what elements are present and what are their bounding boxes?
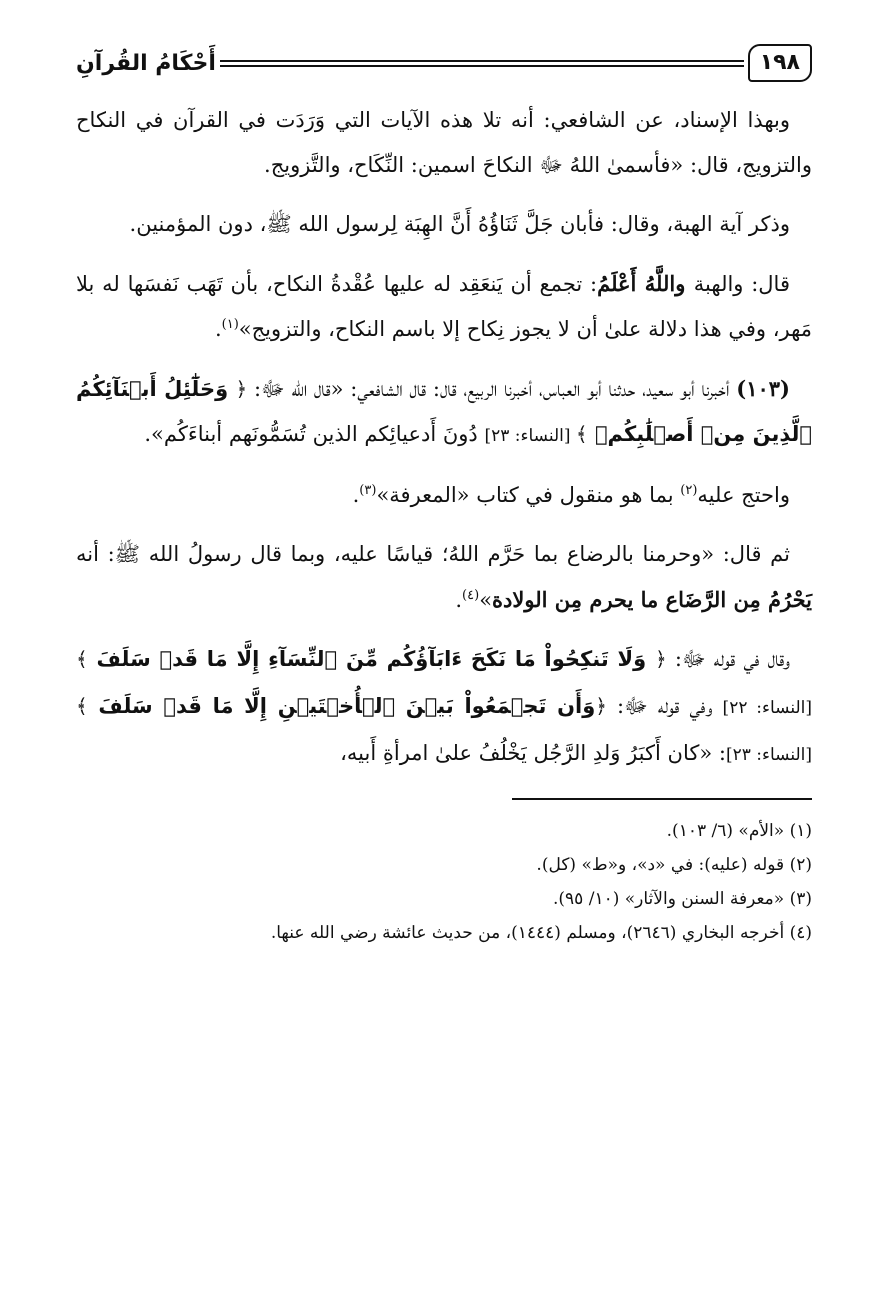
paragraph-3 <box>76 261 812 352</box>
paragraph-text: . <box>214 317 222 341</box>
main-text <box>76 98 812 778</box>
footnote-2: (٢) قوله (عليه): في «د»، و«ط» (كل). <box>536 855 812 875</box>
paragraph-text: : «كان أَكبَرُ وَلدِ الرَّجُل يَخْلُفُ علىٰ امرأةِ أَبيه، <box>340 741 726 765</box>
paragraph-text: . <box>352 483 360 507</box>
verse-reference: [النساء: ٢٣] <box>725 745 812 765</box>
verse-open-bracket: ﴿ <box>595 694 607 718</box>
hadith-text: يَحْرُمُ مِن الرَّضَاع ما يحرم مِن الولادة <box>492 587 812 612</box>
paragraph-text: أخبرنا أبو سعيد، حدثنا أبو العباس، أخبرنا الربيع، قال: قال الشافعي: «قال الله ﷻ: <box>247 377 737 401</box>
paragraph-4 <box>76 366 812 459</box>
verse-close-bracket: ﴾ <box>76 694 88 718</box>
paragraph-6 <box>76 532 812 623</box>
paragraph-text: دُونَ أَدعيائِكم الذين تُسَمُّونَهم أبناءَكُم». <box>144 422 485 446</box>
footnote-1: (١) «الأم» (٦/ ١٠٣). <box>666 821 812 841</box>
paragraph-text: بما هو منقول في كتاب «المعرفة» <box>376 483 681 507</box>
quran-verse: وَلَا تَنكِحُواْ مَا نَكَحَ ءَابَآؤُكُم مِّنَ ٱلنِّسَآءِ إِلَّا مَا قَدۡ سَلَفَ <box>87 647 655 671</box>
verse-close-bracket: ﴾ <box>575 422 588 446</box>
quran-verse: وَأَن تَجۡمَعُواْ بَيۡنَ ٱلۡأُخۡتَيۡنِ إِلَّا مَا قَدۡ سَلَفَ <box>87 694 596 718</box>
verse-reference: [النساء: ٢٣] <box>484 426 576 446</box>
verse-open-bracket: ﴿ <box>655 647 667 671</box>
hadith-number: (١٠٣) <box>736 376 790 401</box>
footnote-marker: (١) <box>221 317 239 332</box>
paragraph-text: : تجمع أن يَنعَقِد له عليها عُقْدةُ النكاح، بأن تَهَب نَفسَها له بلا مَهر، وفي هذا دلالة علىٰ أن لا يجوز نِكاح إلا باسم النكاح، والتزويج» <box>76 272 812 341</box>
book-title: أَحْكَامُ القُرآنِ <box>76 50 216 76</box>
paragraph-text: وذكر آية الهبة، وقال: فأبان جَلَّ ثَنَاؤُهُ أَنَّ الهِبَة لِرسول الله ﷺ، دون المؤمنين. <box>129 212 790 236</box>
paragraph-text: ثم قال: «وحرمنا بالرضاع بما حَرَّم اللهُ؛ قياسًا عليه، وبما قال رسولُ الله ﷺ: أنه <box>76 542 790 566</box>
footnote-marker: (٣) <box>359 483 377 498</box>
paragraph-5 <box>76 473 812 518</box>
page-number: ١٩٨ <box>748 44 812 82</box>
paragraph-1 <box>76 98 812 188</box>
paragraph-text: وبهذا الإسناد، عن الشافعي: أنه تلا هذه الآيات التي وَرَدَت في القرآن في النكاح والتزويج، قال: «فأسمىٰ اللهُ ﷻ النكاحَ اسمين: النِّكَاح، والتَّزويج. <box>76 108 812 177</box>
quran-verse: وَحَلَٰٓئِلُ أَبۡنَآئِكُمُ ٱلَّذِينَ مِنۡ أَصۡلَٰبِكُمۡ <box>76 377 812 446</box>
paragraph-2 <box>76 202 812 247</box>
paragraph-text: وفي قوله ﷻ: <box>606 694 723 718</box>
verse-reference: [النساء: ٢٢] <box>722 698 812 718</box>
header-rule <box>220 60 744 67</box>
footnotes <box>76 814 812 950</box>
paragraph-text: وقال في قوله ﷻ: <box>666 647 790 671</box>
paragraph-text: واحتج عليه <box>697 483 790 507</box>
paragraph-text: » <box>479 588 493 612</box>
emphasis-text: واللَّهُ أَعْلَمُ <box>597 271 694 296</box>
footnote-marker: (٢) <box>680 483 698 498</box>
paragraph-7 <box>76 637 812 778</box>
footnote-marker: (٤) <box>462 588 480 603</box>
verse-close-bracket: ﴾ <box>76 647 88 671</box>
footnote-3: (٣) «معرفة السنن والآثار» (١٠/ ٩٥). <box>553 889 812 909</box>
footnote-divider <box>512 798 812 800</box>
paragraph-text: . <box>455 588 463 612</box>
paragraph-text: قال: والهبة <box>693 272 790 296</box>
page-header <box>76 38 812 88</box>
verse-open-bracket: ﴿ <box>235 377 248 401</box>
footnote-4: (٤) أخرجه البخاري (٢٦٤٦)، ومسلم (١٤٤٤)، من حديث عائشة رضي الله عنها. <box>270 923 812 943</box>
